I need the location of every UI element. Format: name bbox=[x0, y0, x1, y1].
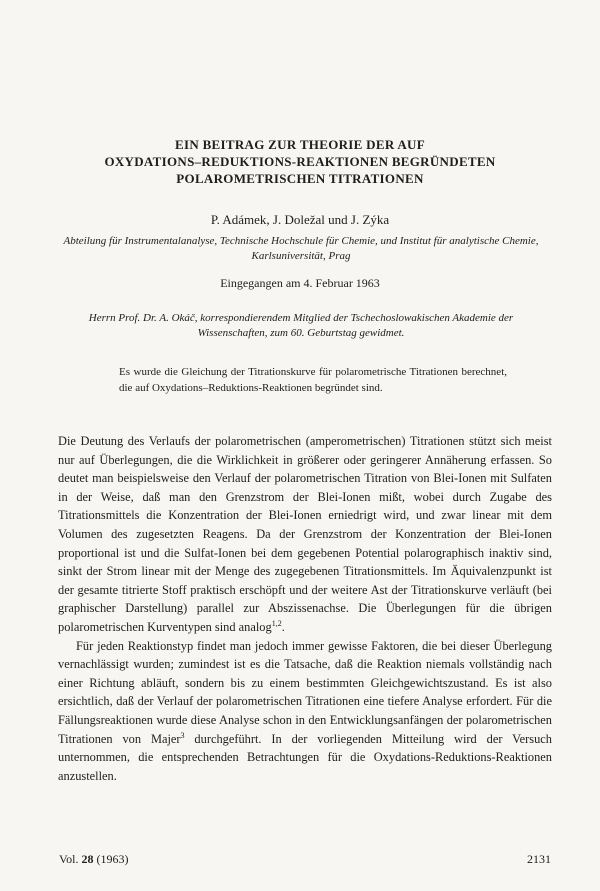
paragraph-1-end: . bbox=[281, 619, 285, 634]
page-number: 2131 bbox=[527, 852, 551, 866]
dedication: Herrn Prof. Dr. A. Okáč, korrespondierendem Mitglied der Tschechoslowakischen Akademie der Wissenschaften, zum 60. Geburtstag gewidmet. bbox=[88, 312, 514, 339]
paragraph-2 bbox=[58, 637, 552, 786]
paragraph-1 bbox=[58, 432, 552, 637]
paragraph-2-text-b: durchgeführt. In der vorliegenden Mitteilung wird der Versuch unternommen, die entsprechenden Betrachtungen für die Oxydations-Reduktions-Reaktionen anzustellen. bbox=[58, 731, 553, 783]
title-line-1: EIN BEITRAG ZUR THEORIE DER AUF bbox=[175, 137, 425, 152]
article-body bbox=[58, 432, 552, 785]
footer-volume bbox=[59, 852, 128, 867]
article-title bbox=[60, 136, 540, 187]
paragraph-2-text-a: Für jeden Reaktionstyp findet man jedoch immer gewisse Faktoren, die bei dieser Überlegung vernachlässigt wurden; zumindest ist es die Tatsache, daß die Reaktion niemals vollständig nach einer Richtung abläuft, sondern bis zu einem bestimmten Gleichgewichtszustand. Es ist also ersichtlich, daß der Verlauf der polarometrischen Titrationen eine tiefere Analyse erfordert. Für die Fällungsreaktionen wurde diese Analyse schon in den Entwicklungsanfängen der polarometrischen Titrationen von Majer bbox=[58, 638, 552, 746]
volume-number: 28 bbox=[81, 852, 94, 866]
volume-year: (1963) bbox=[96, 852, 129, 866]
title-line-3: POLAROMETRISCHEN TITRATIONEN bbox=[176, 171, 424, 186]
reference-1-2: 1,2 bbox=[271, 618, 282, 628]
authors: P. Adámek, J. Doležal und J. Zýka bbox=[210, 212, 390, 227]
volume-label: Vol. bbox=[59, 852, 79, 866]
abstract: Es wurde die Gleichung der Titrationskurve für polarometrische Titrationen berechnet, die auf Oxydations–Reduktions-Reaktionen begründet sind. bbox=[119, 366, 507, 394]
received-date: Eingegangen am 4. Februar 1963 bbox=[220, 276, 380, 290]
reference-3: 3 bbox=[180, 730, 185, 740]
title-line-2: OXYDATIONS–REDUKTIONS-REAKTIONEN BEGRÜNDETEN bbox=[104, 154, 496, 169]
affiliation: Abteilung für Instrumentalanalyse, Technische Hochschule für Chemie, und Institut für analytische Chemie, Karlsuniversität, Prag bbox=[63, 235, 539, 262]
paragraph-1-text: Die Deutung des Verlaufs der polarometrischen (amperometrischen) Titrationen stützt sich meist nur auf Überlegungen, die die Wirklichkeit in größerer oder geringerer Annäherung erfassen. So deutet man beispielsweise den Verlauf der polarometrischen Titration von Blei-Ionen mit Sulfaten in der Weise, daß man den Grenzstrom der Blei-Ionen mißt, wobei durch Zugabe des Titrationsmittels die Konzentration der Blei-Ionen erniedrigt wird, und zwar linear mit dem Volumen des zugesetzten Reagens. Da der Grenzstrom der Konzentration der Blei-Ionen proportional ist und die Sulfat-Ionen bei dem gegebenen Potential polarographisch inaktiv sind, sinkt der Strom linear mit der Menge des zugegebenen Titrationsmittels. Im Äquivalenzpunkt ist der gesamte titrierte Stoff praktisch erschöpft und der weitere Ast der Titrationskurve verläuft (bei graphischer Darstellung) parallel zur Abszissenachse. Die Überlegungen für die übrigen polarometrischen Kurventypen sind analog bbox=[58, 434, 552, 634]
